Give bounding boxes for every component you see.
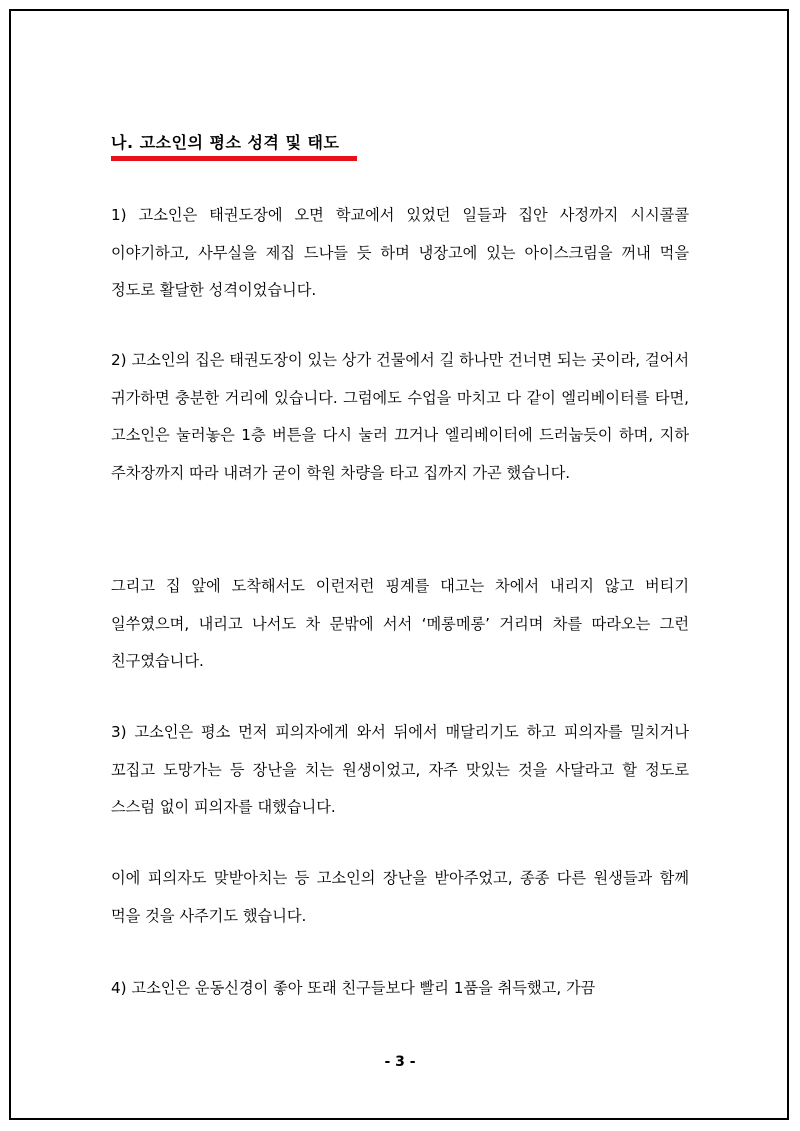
paragraph-1: 1) 고소인은 태권도장에 오면 학교에서 있었던 일들과 집안 사정까지 시시콜콜 이야기하고, 사무실을 제집 드나들 듯 하며 냉장고에 있는 아이스크림을 꺼내 먹을 정도로 활달한 성격이었습니다. <box>111 206 689 299</box>
page-number: - 3 - <box>384 1054 416 1070</box>
heading-underline <box>111 156 357 161</box>
section-heading: 나. 고소인의 평소 성격 및 태도 <box>111 133 340 152</box>
paragraph-5: 이에 피의자도 맞받아치는 등 고소인의 장난을 받아주었고, 종종 다른 원생들과 함께 먹을 것을 사주기도 했습니다. <box>111 869 689 925</box>
paragraph-4: 3) 고소인은 평소 먼저 피의자에게 와서 뒤에서 매달리기도 하고 피의자를 밀치거나 꼬집고 도망가는 등 장난을 치는 원생이었고, 자주 맛있는 것을 사달라고 할 정도로 스스럼 없이 피의자를 대했습니다. <box>111 723 689 816</box>
paragraph-2: 2) 고소인의 집은 태권도장이 있는 상가 건물에서 길 하나만 건너면 되는 곳이라, 걸어서 귀가하면 충분한 거리에 있습니다. 그럼에도 수업을 마치고 다 같이 엘리베이터를 타면, 고소인은 눌러놓은 1층 버튼을 다시 눌러 끄거나 엘리베이터에 드러눕듯이 하며, 지하 주차장까지 따라 내려가 굳이 학원 차량을 타고 집까지 가곤 했습니다. <box>111 351 689 482</box>
page-border <box>9 9 789 1120</box>
paragraph-6: 4) 고소인은 운동신경이 좋아 또래 친구들보다 빨리 1품을 취득했고, 가끔 <box>111 979 596 997</box>
paragraph-3: 그리고 집 앞에 도착해서도 이런저런 핑계를 대고는 차에서 내리지 않고 버티기 일쑤였으며, 내리고 나서도 차 문밖에 서서 ‘메롱메롱’ 거리며 차를 따라오는 그런 친구였습니다. <box>111 577 689 670</box>
